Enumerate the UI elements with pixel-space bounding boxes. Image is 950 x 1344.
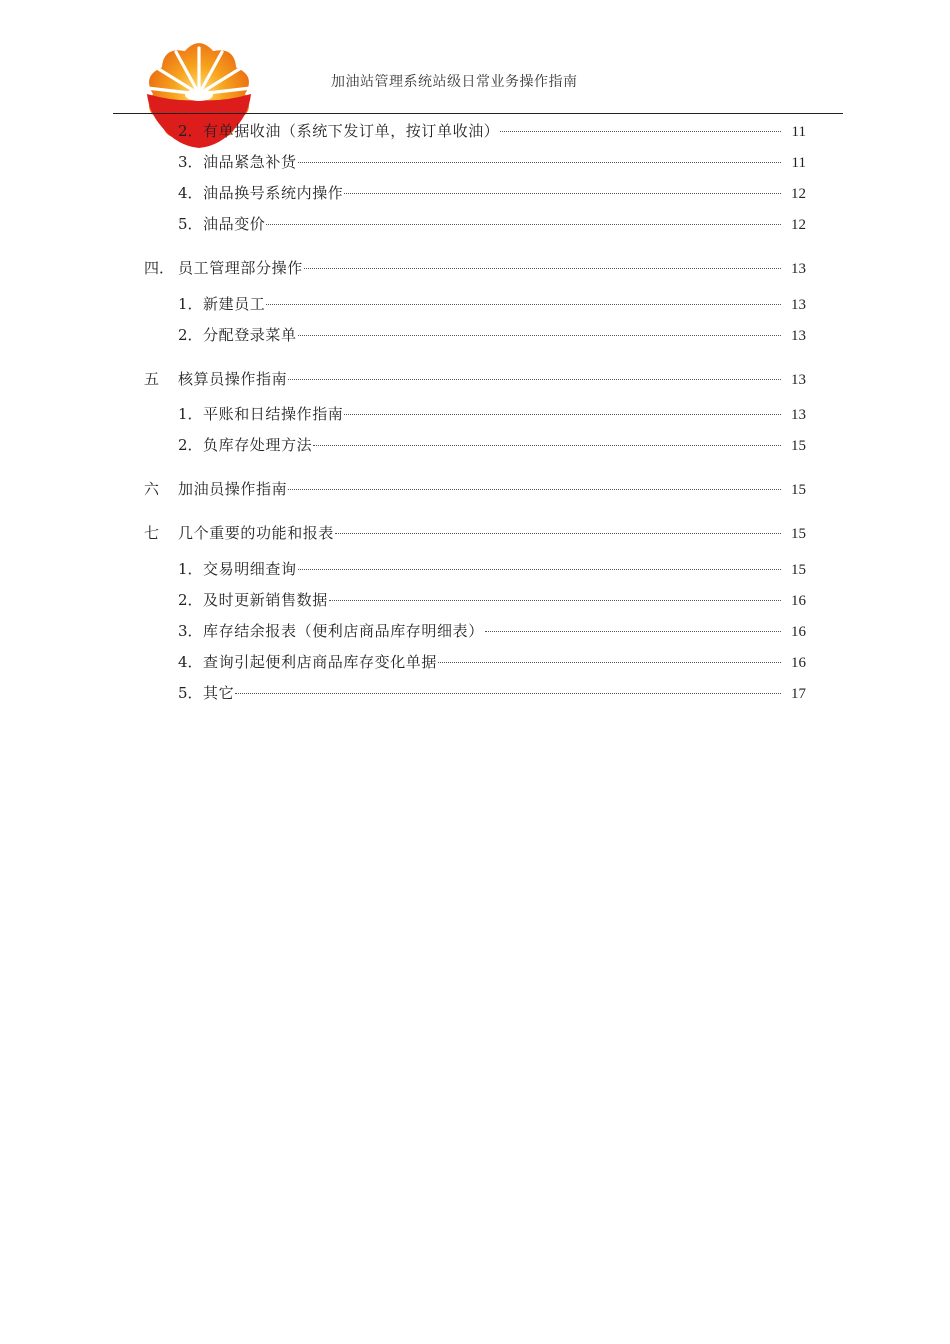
toc-entry-page-number: 15 [791, 438, 806, 454]
toc-entry-page-number: 15 [791, 482, 806, 498]
toc-dot-leader [298, 569, 781, 570]
toc-entry-number: 5． [178, 215, 203, 233]
toc-dot-leader [313, 445, 781, 446]
toc-entry[interactable] [178, 404, 806, 424]
toc-entry-page-number: 13 [791, 261, 806, 277]
toc-entry-number: 2． [178, 122, 203, 140]
toc-entry[interactable] [178, 325, 806, 345]
toc-entry-page-number: 12 [791, 217, 806, 233]
document-header-title: 加油站管理系统站级日常业务操作指南 [331, 74, 578, 90]
toc-dot-leader [266, 304, 781, 305]
toc-entry[interactable] [144, 479, 806, 499]
toc-entry-page-number: 13 [791, 328, 806, 344]
toc-entry[interactable] [178, 621, 806, 641]
toc-entry-page-number: 13 [791, 372, 806, 388]
toc-entry-page-number: 15 [791, 562, 806, 578]
toc-dot-leader [304, 268, 781, 269]
toc-entry-page-number: 13 [791, 407, 806, 423]
toc-entry-page-number: 11 [791, 155, 806, 171]
toc-dot-leader [344, 414, 781, 415]
toc-entry[interactable] [178, 652, 806, 672]
toc-entry-number: 七 [144, 524, 160, 542]
toc-entry[interactable] [178, 590, 806, 610]
toc-entry-number: 2． [178, 436, 203, 454]
toc-entry-title: 核算员操作指南 [178, 370, 288, 388]
toc-entry-number: 4． [178, 653, 203, 671]
toc-entry-page-number: 11 [791, 124, 806, 140]
toc-entry-title: 其它 [203, 684, 235, 702]
toc-entry-title: 负库存处理方法 [203, 436, 313, 454]
toc-entry-title: 新建员工 [203, 295, 266, 313]
toc-entry-number: 2． [178, 591, 203, 609]
toc-entry-page-number: 16 [791, 593, 806, 609]
toc-entry[interactable] [178, 435, 806, 455]
toc-entry-title: 查询引起便利店商品库存变化单据 [203, 653, 438, 671]
toc-entry-page-number: 15 [791, 526, 806, 542]
toc-entry[interactable] [178, 559, 806, 579]
toc-entry-number: 4． [178, 184, 203, 202]
toc-entry-title: 有单据收油（系统下发订单，按订单收油） [203, 122, 500, 140]
toc-entry-title: 油品换号系统内操作 [203, 184, 344, 202]
toc-entry-number: 5． [178, 684, 203, 702]
toc-dot-leader [298, 162, 781, 163]
toc-entry[interactable] [144, 523, 806, 543]
toc-dot-leader [329, 600, 781, 601]
toc-entry-number: 六 [144, 480, 160, 498]
toc-entry-number: 3． [178, 153, 203, 171]
toc-entry-number: 3． [178, 622, 203, 640]
toc-dot-leader [335, 533, 781, 534]
toc-entry[interactable] [144, 369, 806, 389]
toc-entry-page-number: 16 [791, 655, 806, 671]
toc-dot-leader [298, 335, 781, 336]
toc-entry-page-number: 17 [791, 686, 806, 702]
toc-entry-number: 五 [144, 370, 160, 388]
toc-dot-leader [266, 224, 781, 225]
toc-entry-number: 1． [178, 405, 203, 423]
toc-entry[interactable] [144, 258, 806, 278]
toc-entry-number: 1． [178, 560, 203, 578]
toc-dot-leader [438, 662, 781, 663]
toc-entry[interactable] [178, 214, 806, 234]
toc-entry[interactable] [178, 183, 806, 203]
toc-dot-leader [235, 693, 781, 694]
toc-entry-title: 交易明细查询 [203, 560, 297, 578]
toc-entry[interactable] [178, 294, 806, 314]
toc-entry-number: 四． [144, 259, 175, 277]
toc-entry-title: 油品变价 [203, 215, 266, 233]
toc-entry[interactable] [178, 121, 806, 141]
toc-entry-page-number: 13 [791, 297, 806, 313]
toc-entry-title: 平账和日结操作指南 [203, 405, 344, 423]
toc-entry-page-number: 16 [791, 624, 806, 640]
toc-entry-title: 加油员操作指南 [178, 480, 288, 498]
toc-entry[interactable] [178, 152, 806, 172]
toc-entry-title: 员工管理部分操作 [178, 259, 303, 277]
toc-dot-leader [485, 631, 781, 632]
toc-entry-number: 2． [178, 326, 203, 344]
toc-dot-leader [500, 131, 781, 132]
toc-dot-leader [288, 379, 781, 380]
toc-entry-page-number: 12 [791, 186, 806, 202]
toc-entry[interactable] [178, 683, 806, 703]
toc-entry-title: 分配登录菜单 [203, 326, 297, 344]
toc-entry-title: 及时更新销售数据 [203, 591, 328, 609]
toc-entry-title: 油品紧急补货 [203, 153, 297, 171]
toc-entry-title: 库存结余报表（便利店商品库存明细表） [203, 622, 484, 640]
toc-dot-leader [344, 193, 781, 194]
toc-entry-number: 1． [178, 295, 203, 313]
toc-dot-leader [288, 489, 781, 490]
toc-entry-title: 几个重要的功能和报表 [178, 524, 335, 542]
